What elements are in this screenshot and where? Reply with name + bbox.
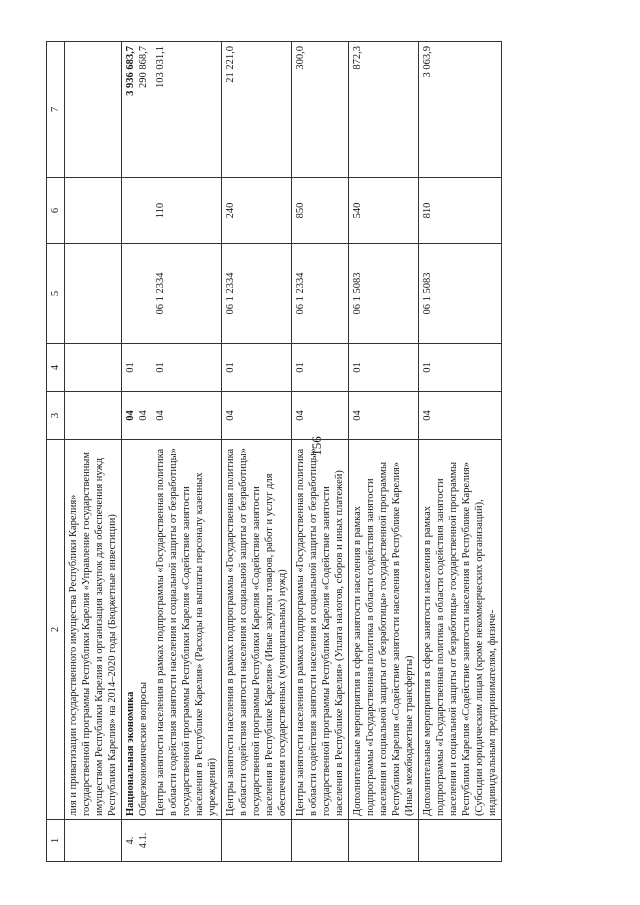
row-number — [152, 820, 222, 862]
section-code: 04 — [419, 392, 502, 440]
section-code: 04 — [152, 392, 222, 440]
row-number-section: 4. — [125, 836, 136, 845]
amount: 872,3 — [349, 42, 419, 178]
table-row — [152, 42, 222, 862]
row-number — [122, 820, 153, 862]
subsection-code: 01 — [349, 344, 419, 392]
target-article-code — [65, 244, 122, 344]
subsection-title: Общеэкономические вопросы — [138, 681, 149, 816]
section-code-sub: 04 — [138, 410, 149, 421]
header-cell-5: 5 — [47, 244, 65, 344]
section-title: Национальная экономика — [125, 691, 136, 816]
table-row — [419, 42, 502, 862]
header-row — [47, 42, 65, 862]
expense-type-code — [122, 178, 153, 244]
row-number — [419, 820, 502, 862]
subsection-code: 01 — [292, 344, 349, 392]
row-number — [292, 820, 349, 862]
amount — [65, 42, 122, 178]
target-article-code: 06 1 5083 — [419, 244, 502, 344]
section-code-main: 04 — [125, 410, 136, 421]
expense-type-code: 540 — [349, 178, 419, 244]
row-description: Центры занятости населения в рамках подпрограммы «Государственная политика в области содействия занятости населения и социальной защиты от безработицы» государственной программы Республики Карелия «Содействие занятости населения в Республике Карелия» (Расходы на выплаты персоналу казенных учреждений) — [152, 440, 222, 820]
table-row — [292, 42, 349, 862]
row-description — [122, 440, 153, 820]
budget-table — [46, 41, 502, 862]
amount-subsection: 290 868,7 — [138, 46, 149, 88]
table-row — [222, 42, 292, 862]
header-cell-1: 1 — [47, 820, 65, 862]
header-cell-6: 6 — [47, 178, 65, 244]
row-description: Центры занятости населения в рамках подпрограммы «Государственная политика в области содействия занятости населения и социальной защиты от безработицы» государственной программы Республики Карелия «Содействие занятости населения в Республике Карелия» (Уплата налогов, сборов и иных платежей) — [292, 440, 349, 820]
header-cell-3: 3 — [47, 392, 65, 440]
row-number-subsection: 4.1. — [138, 832, 149, 849]
target-article-code — [122, 244, 153, 344]
expense-type-code: 810 — [419, 178, 502, 244]
section-code — [122, 392, 153, 440]
row-description: Дополнительные мероприятия в сфере занятости населения в рамках подпрограммы «Государственная политика в области содействия занятости населения и социальной защиты от безработицы» государственной программы Республики Карелия «Содействие занятости населения в Республике Карелия» (Субсидии юридическим лицам (кроме некоммерческих организаций), индивидуальным предпринимателям, физиче- — [419, 440, 502, 820]
expense-type-code: 240 — [222, 178, 292, 244]
subsection-code — [122, 344, 153, 392]
row-number — [65, 820, 122, 862]
target-article-code: 06 1 5083 — [349, 244, 419, 344]
amount: 21 221,0 — [222, 42, 292, 178]
row-number — [349, 820, 419, 862]
row-number — [222, 820, 292, 862]
amount: 300,0 — [292, 42, 349, 178]
subsection-code-sub: 01 — [125, 362, 136, 373]
amount: 3 063,9 — [419, 42, 502, 178]
row-description: Дополнительные мероприятия в сфере занятости населения в рамках подпрограммы «Государственная политика в области содействия занятости населения и социальной защиты от безработицы» государственной программы Республики Карелия «Содействие занятости населения в Республике Карелия» (Иные межбюджетные трансферты) — [349, 440, 419, 820]
amount: 103 031,1 — [152, 42, 222, 178]
section-code: 04 — [349, 392, 419, 440]
header-cell-7: 7 — [47, 42, 65, 178]
expense-type-code — [65, 178, 122, 244]
section-code: 04 — [222, 392, 292, 440]
section-code: 04 — [292, 392, 349, 440]
table-row — [65, 42, 122, 862]
target-article-code: 06 1 2334 — [152, 244, 222, 344]
header-cell-4: 4 — [47, 344, 65, 392]
amount — [122, 42, 153, 178]
page-number: 156 — [309, 436, 324, 456]
expense-type-code: 110 — [152, 178, 222, 244]
section-code — [65, 392, 122, 440]
row-description: лия и приватизации государственного имущества Республики Карелия» государственной программы Республики Карелия «Управление государственным имуществом Республики Карелия и организация закупок для обеспечения нужд Республики Карелия» на 2014–2020 годы (Бюджетные инвестиции) — [65, 440, 122, 820]
row-description: Центры занятости населения в рамках подпрограммы «Государственная политика в области содействия занятости населения и социальной защиты от безработицы» государственной программы Республики Карелия «Содействие занятости населения в Республике Карелия» (Иные закупки товаров, работ и услуг для обеспечения государственных (муниципальных) нужд) — [222, 440, 292, 820]
subsection-code: 01 — [152, 344, 222, 392]
subsection-code: 01 — [419, 344, 502, 392]
amount-section: 3 936 683,7 — [125, 46, 136, 96]
target-article-code: 06 1 2334 — [292, 244, 349, 344]
header-cell-2: 2 — [47, 440, 65, 820]
table-row — [122, 42, 153, 862]
subsection-code: 01 — [222, 344, 292, 392]
subsection-code — [65, 344, 122, 392]
target-article-code: 06 1 2334 — [222, 244, 292, 344]
expense-type-code: 850 — [292, 178, 349, 244]
table-row — [349, 42, 419, 862]
rotated-table-region — [46, 42, 594, 862]
